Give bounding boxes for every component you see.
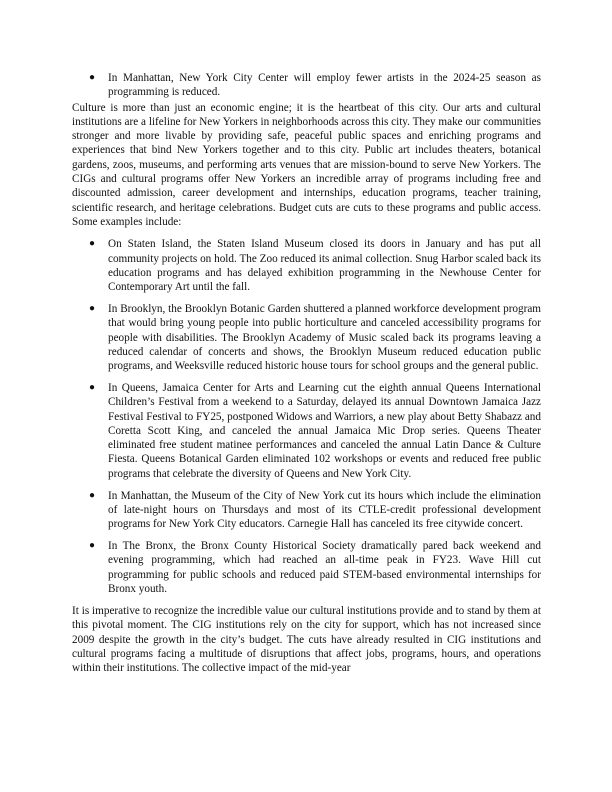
bullet-text: In Queens, Jamaica Center for Arts and Learning cut the eighth annual Queens International Children’s Festival from a weekend to a Saturday, delayed its annual Downtown Jamaica Jazz Festival Festival to FY25, postponed Widows and Warriors, a new play about Betty Shabazz and Coretta Scott King, and canceled the annual Jamaica Mic Drop series. Queens Theater eliminated free student matinee performances and canceled the annual Latin Dance & Culture Fiesta. Queens Botanical Garden eliminated 102 workshops or events and reduced free public programs that celebrate the diversity of Queens and New York City. <box>108 381 541 480</box>
bullet-icon: ● <box>89 381 96 393</box>
bullet-icon: ● <box>89 238 96 250</box>
bullet-text: In Brooklyn, the Brooklyn Botanic Garden shuttered a planned workforce development program that would bring young people into public horticulture and canceled accessibility programs for people with disabilities. The Brooklyn Academy of Music scaled back its programs leaving a reduced calendar of concerts and shows, the Brooklyn Museum reduced education public programs, and Weeksville reduced historic house tours for school groups and the general public. <box>108 302 541 373</box>
list-item <box>72 302 541 373</box>
intro-bullet-list <box>72 71 541 100</box>
list-item <box>72 489 541 532</box>
list-item <box>72 381 541 481</box>
list-item <box>72 237 541 294</box>
document-page <box>72 71 541 676</box>
bullet-text: In The Bronx, the Bronx County Historical Society dramatically pared back weekend and evening programming, which had reached an all-time peak in FY23. Wave Hill cut programming for public schools and reduced paid STEM-based environmental internships for Bronx youth. <box>108 539 541 595</box>
paragraph-imperative: It is imperative to recognize the incredible value our cultural institutions provide and to stand by them at this pivotal moment. The CIG institutions rely on the city for support, which has not increased since 2009 despite the growth in the city’s budget. The cuts have already resulted in CIG institutions and cultural programs facing a multitude of disruptions that affect jobs, programs, hours, and operations within their institutions. The collective impact of the mid-year <box>72 605 541 675</box>
example-bullet-list <box>72 237 541 596</box>
bullet-text: On Staten Island, the Staten Island Museum closed its doors in January and has put all community projects on hold. The Zoo reduced its animal collection. Snug Harbor scaled back its education programs and has delayed exhibition programming in the Newhouse Center for Contemporary Art until the fall. <box>108 238 541 294</box>
list-item <box>72 71 541 100</box>
bullet-icon: ● <box>89 489 96 501</box>
bullet-icon: ● <box>89 72 96 83</box>
bullet-icon: ● <box>89 302 96 314</box>
list-item <box>72 539 541 596</box>
bullet-text: In Manhattan, New York City Center will employ fewer artists in the 2024-25 season as programming is reduced. <box>108 72 541 99</box>
bullet-text: In Manhattan, the Museum of the City of New York cut its hours which include the elimination of late-night hours on Thursdays and most of its CTLE-credit professional development programs for New York City educators. Carnegie Hall has canceled its free citywide concert. <box>108 489 541 531</box>
paragraph-culture: Culture is more than just an economic engine; it is the heartbeat of this city. Our arts and cultural institutions are a lifeline for New Yorkers in neighborhoods across this city. They make our communities stronger and more livable by providing safe, peaceful public spaces and enriching programs and experiences that bind New Yorkers together and to this city. Public art includes theaters, botanical gardens, zoos, museums, and performing arts venues that are mission-bound to serve New Yorkers. The CIGs and cultural programs offer New Yorkers an incredible array of programs including free and discounted admission, career development and internships, education programs, teacher training, scientific research, and heritage celebrations. Budget cuts are cuts to these programs and public access. Some examples include: <box>72 101 541 228</box>
bullet-icon: ● <box>89 539 96 551</box>
